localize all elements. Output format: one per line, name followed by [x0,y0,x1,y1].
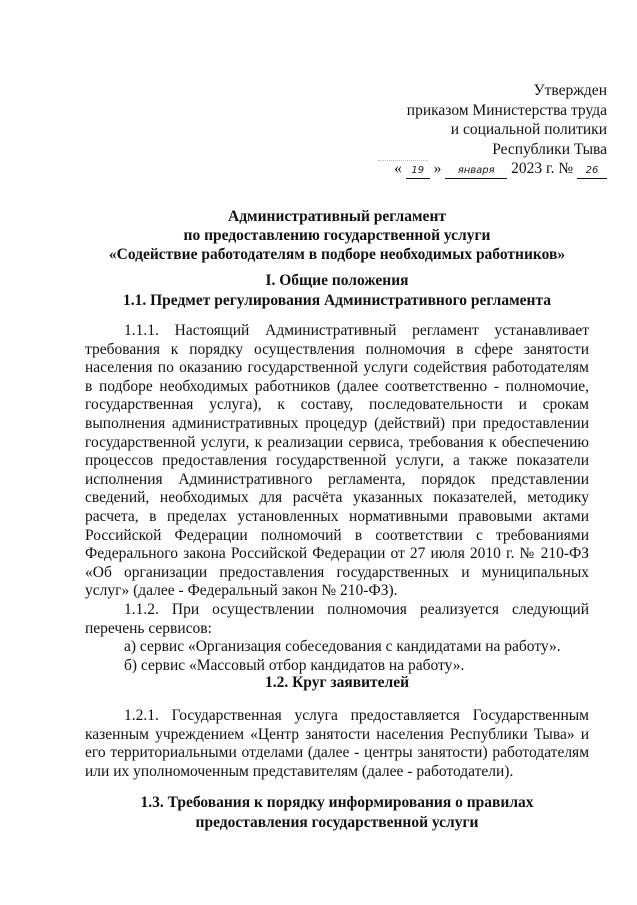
section-1-3-title-line-2: предоставления государственной услуги [195,814,479,831]
section-1-1-title: 1.1. Предмет регулирования Административного регламента [122,292,552,309]
section-1-2-title: 1.2. Круг заявителей [264,674,410,691]
title-line-1: Административный регламент [228,208,446,225]
list-item-b: б) сервис «Массовый отбор кандидатов на работу». [124,656,465,674]
section-1-2-heading [85,673,589,693]
date-year: 2023 г. № [511,160,574,177]
title-line-3: «Содействие работодателям в подборе необходимых работников» [108,246,566,263]
title-line-2: по предоставлению государственной услуги [183,227,491,244]
section-1-3-title-line-1: 1.3. Требования к порядку информирования о правилах [140,794,534,811]
paragraph-1-1-2: 1.1.2. При осуществлении полномочия реализуется следующий перечень сервисов: [85,600,589,637]
order-number-handwritten: 26 [577,164,607,179]
paragraph-1-1-1: 1.1.1. Настоящий Административный регламент устанавливает требования к порядку осуществления полномочия в сфере занятости населения по оказанию государственной услуги содействия работодателям в подборе необходимых работников (далее соответственно - полномочие, государственная услуга), к составу, последовательности и срокам выполнения административных процедур (действий) при предоставлении государственной услуги, к реализации сервиса, требования к обеспечению процессов предоставления государственной услуги, а также показатели исполнения Административного регламента, порядок представлении сведений, необходимых для расчёта указанных показателей, методику расчета, в пределах установленных нормативными правовыми актами Российской Федерации полномочий в соответствии с требованиями Федерального закона Российской Федерации от 27 июля 2010 г. № 210-ФЗ «Об организации предоставления государственных и муниципальных услуг» (далее - Федеральный закон № 210-ФЗ). [85,322,589,600]
section-1-2-body [85,707,589,781]
paragraph-1-2-1: 1.2.1. Государственная услуга предоставляется Государственным казенным учреждением «Центр занятости населения Республики Тыва» и его территориальными отделами (далее - центры занятости) работодателям или их уполномоченным представителям (далее - работодатели). [85,707,589,780]
list-item-a: а) сервис «Организация собеседования с кандидатами на работу». [124,638,561,656]
approval-line-4: Республики Тыва [492,140,607,158]
approval-line-3: и социальной политики [450,121,607,138]
section-1-heading [85,271,589,311]
section-1-title: I. Общие положения [265,272,409,289]
section-1-3-heading [85,793,589,833]
approval-line-2: приказом Министерства труда [406,101,607,119]
approval-line-1: Утвержден [533,82,607,99]
approval-stamp [347,81,607,179]
document-title [85,207,589,264]
date-day-handwritten: 19 [406,164,430,179]
section-1-1-body [85,322,589,675]
date-month-handwritten: января [445,164,507,179]
date-open-quote: « [394,160,402,177]
scan-artifact-dots [378,160,428,163]
date-close-quote: » [433,160,442,177]
